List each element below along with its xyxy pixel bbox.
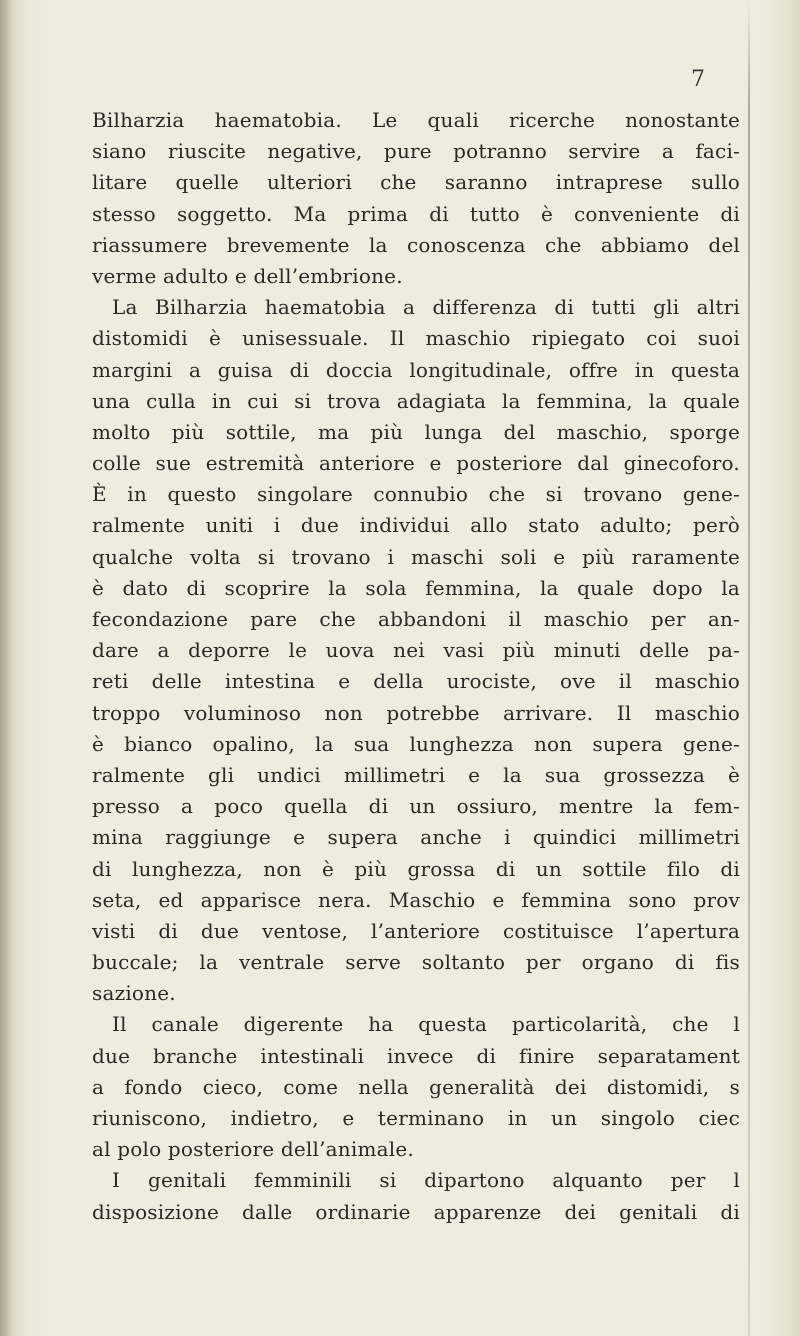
text-line: ralmente gli undici millimetri e la sua grossezza è (92, 762, 740, 787)
text-line: una culla in cui si trova adagiata la femmina, la quale (92, 388, 740, 413)
text-line: visti di due ventose, l’anteriore costituisce l’apertura (92, 918, 740, 943)
text-line: è bianco opalino, la sua lunghezza non supera gene- (92, 731, 740, 756)
text-line: riuniscono, indietro, e terminano in un singolo ciec (92, 1106, 740, 1130)
text-line: verme adulto e dell’embrione. (92, 263, 403, 288)
text-line: reti delle intestina e della urociste, ove il maschio (92, 669, 740, 694)
text-line: I genitali femminili si dipartono alquanto per l (112, 1168, 740, 1193)
text-line: buccale; la ventrale serve soltanto per organo di fis (92, 950, 740, 975)
page-edge-line (748, 0, 750, 1336)
text-line: sazione. (92, 981, 176, 1006)
text-line: stesso soggetto. Ma prima di tutto è conveniente di (92, 201, 740, 226)
text-line: Bilharzia haematobia. Le quali ricerche nonostante (92, 108, 740, 132)
text-line: La Bilharzia haematobia a differenza di tutti gli altri (112, 295, 740, 320)
binding-shadow (0, 0, 14, 1336)
text-line: presso a poco quella di un ossiuro, mentre la fem- (92, 794, 740, 819)
text-line: fecondazione pare che abbandoni il maschio per an- (92, 607, 740, 631)
text-line: seta, ed apparisce nera. Maschio e femmina sono prov (92, 887, 740, 912)
text-line: molto più sottile, ma più lunga del maschio, sporge (92, 419, 740, 444)
text-line: mina raggiunge e supera anche i quindici millimetri (92, 825, 740, 850)
text-line: disposizione dalle ordinarie apparenze dei genitali di (92, 1199, 740, 1224)
text-line: Il canale digerente ha questa particolarità, che l (112, 1012, 740, 1037)
text-line: litare quelle ulteriori che saranno intraprese sullo (92, 170, 740, 195)
text-line: qualche volta si trovano i maschi soli e più raramente (92, 544, 740, 569)
text-line: a fondo cieco, come nella generalità dei distomidi, s (92, 1074, 740, 1099)
page-number: 7 (691, 67, 705, 92)
text-line: colle sue estremità anteriore e posteriore dal ginecoforo. (92, 451, 740, 476)
text-line: ralmente uniti i due individui allo stato adulto; però (92, 513, 740, 538)
text-line: dare a deporre le uova nei vasi più minuti delle pa- (92, 638, 740, 663)
text-line: troppo voluminoso non potrebbe arrivare. Il maschio (92, 700, 740, 725)
body-text (92, 105, 740, 1228)
text-line: distomidi è unisessuale. Il maschio ripiegato coi suoi (92, 326, 740, 351)
text-line: di lunghezza, non è più grossa di un sottile filo di (92, 856, 740, 881)
text-line: è dato di scoprire la sola femmina, la quale dopo la (92, 575, 740, 600)
text-line: riassumere brevemente la conoscenza che abbiamo del (92, 232, 740, 257)
text-line: al polo posteriore dell’animale. (92, 1137, 414, 1162)
text-line: due branche intestinali invece di finire separatament (92, 1043, 740, 1068)
text-line: margini a guisa di doccia longitudinale, offre in questa (92, 357, 740, 382)
text-line: È in questo singolare connubio che si trovano gene- (92, 482, 740, 507)
text-line: siano riuscite negative, pure potranno servire a faci- (92, 139, 740, 164)
